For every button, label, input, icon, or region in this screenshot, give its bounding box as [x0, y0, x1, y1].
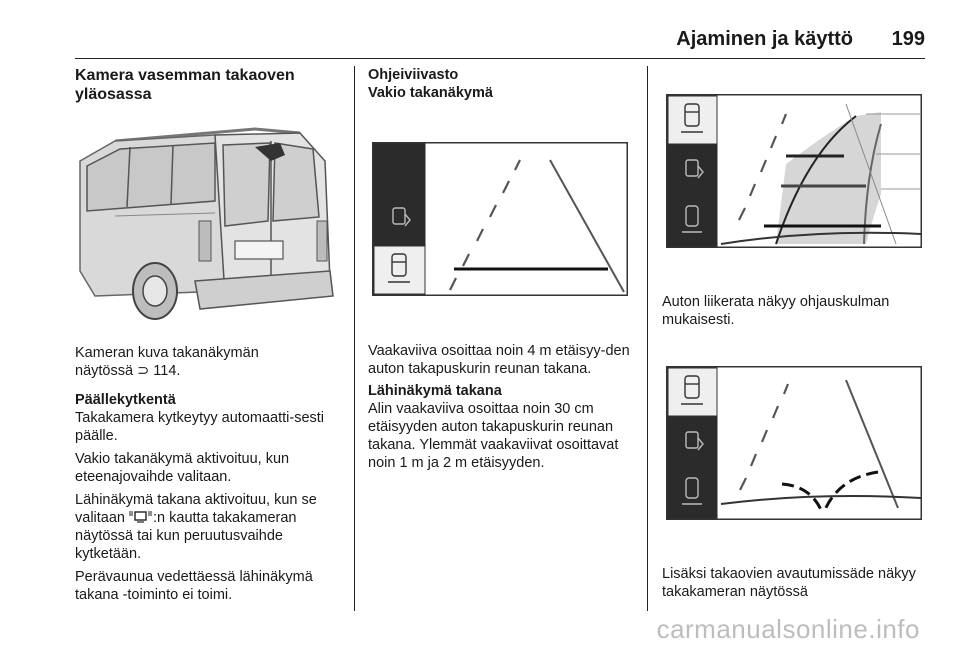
door-radius-diagram	[666, 366, 922, 520]
intro-text: Kameran kuva takanäkymän näytössä ⊃ 114.	[75, 345, 259, 379]
page-header	[660, 24, 925, 54]
column-1	[75, 66, 345, 603]
page-reference-icon: ⊃	[137, 363, 150, 379]
page-reference-link[interactable]: 114.	[153, 363, 181, 379]
column-divider-2	[647, 66, 648, 611]
guidelines-heading: Ohjeiviivasto	[368, 67, 459, 83]
activation-heading: Päällekytkentä	[75, 392, 176, 408]
page-number: 199	[891, 28, 925, 50]
trajectory-diagram	[666, 94, 922, 248]
activation-section: Päällekytkentä Takakamera kytkeytyy automaatti-sesti päälle. Vakio takanäkymä aktivoituu, kun eteenajovaihde valitaan. Lähinäkymä takana aktivoituu, kun se valitaan :n kautta takakameran näytössä tai kun peruutusvaihde kytketään. Perävaunua vedettäessä lähinäkymä takana -toiminto ei toimi.	[75, 391, 347, 604]
trajectory-text: Auton liikerata näkyy ohjauskulman mukaisesti.	[662, 294, 890, 328]
column-divider-1	[354, 66, 355, 611]
column-2	[368, 66, 636, 471]
camera-heading: Kamera vasemman takaoven yläosassa	[75, 67, 295, 103]
standard-view-heading: Vakio takanäkymä	[368, 85, 493, 101]
standard-view-diagram	[372, 142, 628, 296]
standard-view-text: Vaakaviiva osoittaa noin 4 m etäisyy-den auton takapuskurin reunan takana. Lähinäkymä takana Alin vaakaviiva osoittaa noin 30 cm etäisyyden auton takapuskurin reunan takana. Ylemmät vaakaviivat osoittavat noin 1 m ja 2 m etäisyyden.	[368, 342, 636, 472]
door-radius-text: Lisäksi takaovien avautumissäde näkyy takakameran näytössä	[662, 566, 916, 600]
closeup-heading: Lähinäkymä takana	[368, 383, 502, 399]
camera-view-toggle-icon	[129, 510, 153, 524]
watermark	[0, 612, 960, 642]
section-title: Ajaminen ja käyttö	[676, 28, 853, 50]
van-illustration	[75, 121, 345, 331]
header-rule	[75, 58, 925, 59]
watermark-text: carmanualsonline.info	[656, 614, 920, 644]
